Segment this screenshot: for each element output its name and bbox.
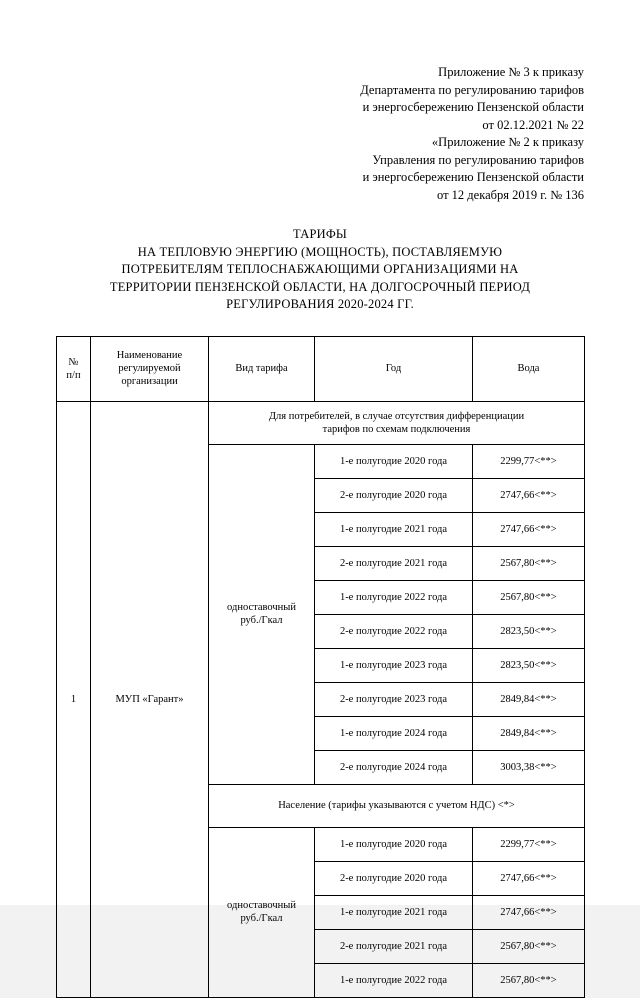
year-cell: 2-е полугодие 2024 года [315, 750, 473, 784]
title-line-3: ПОТРЕБИТЕЛЯМ ТЕПЛОСНАБЖАЮЩИМИ ОРГАНИЗАЦИЯМИ НА [121, 262, 519, 276]
tariffs-table [56, 336, 585, 998]
header-line-4: от 02.12.2021 № 22 [482, 117, 584, 132]
year-cell: 1-е полугодие 2021 года [315, 512, 473, 546]
year-cell: 1-е полугодие 2022 года [315, 580, 473, 614]
section-note-1 [209, 401, 585, 444]
year-cell: 1-е полугодие 2022 года [315, 963, 473, 997]
column-header-organization-line1: Наименование [116, 350, 183, 361]
water-value-cell: 2747,66<**> [473, 895, 585, 929]
water-value-cell: 2299,77<**> [473, 444, 585, 478]
year-cell: 2-е полугодие 2020 года [315, 478, 473, 512]
tariff-type-cell-1-line1: одноставочный [227, 602, 296, 613]
column-header-organization [91, 336, 209, 401]
document-title [56, 226, 584, 314]
title-line-2: НА ТЕПЛОВУЮ ЭНЕРГИЮ (МОЩНОСТЬ), ПОСТАВЛЯЕМУЮ [137, 244, 503, 259]
water-value-cell: 2567,80<**> [473, 929, 585, 963]
water-value-cell: 2567,80<**> [473, 546, 585, 580]
column-header-water: Вода [473, 336, 585, 401]
section-note-1-line1: Для потребителей, в случае отсутствия дифференциации [268, 410, 525, 422]
section-note-2 [209, 784, 585, 827]
year-cell: 2-е полугодие 2023 года [315, 682, 473, 716]
title-line-5: РЕГУЛИРОВАНИЯ 2020-2024 ГГ. [226, 297, 414, 311]
table-header-row [57, 336, 585, 401]
header-line-3: и энергосбережению Пензенской области [362, 100, 584, 114]
water-value-cell: 2823,50<**> [473, 648, 585, 682]
water-value-cell: 2299,77<**> [473, 827, 585, 861]
row-number-cell: 1 [57, 401, 91, 997]
header-line-7: и энергосбережению Пензенской области [362, 170, 584, 184]
column-header-number-line1: № [68, 356, 79, 368]
column-header-number [57, 336, 91, 401]
header-line-8: от 12 декабря 2019 г. № 136 [436, 187, 584, 202]
column-header-number-line2: п/п [66, 369, 81, 381]
year-cell: 1-е полугодие 2021 года [315, 895, 473, 929]
water-value-cell: 2823,50<**> [473, 614, 585, 648]
column-header-tariff-type: Вид тарифа [209, 336, 315, 401]
column-header-year: Год [315, 336, 473, 401]
year-cell: 2-е полугодие 2021 года [315, 546, 473, 580]
year-cell: 2-е полугодие 2021 года [315, 929, 473, 963]
title-line-1: ТАРИФЫ [293, 227, 347, 241]
year-cell: 1-е полугодие 2020 года [315, 827, 473, 861]
header-line-6: Управления по регулированию тарифов [372, 152, 584, 167]
tariff-type-cell-1-line2: руб./Гкал [240, 615, 283, 626]
water-value-cell: 2747,66<**> [473, 478, 585, 512]
water-value-cell: 2747,66<**> [473, 512, 585, 546]
tariff-type-cell-1 [209, 444, 315, 784]
section-note-2-line1: Население (тарифы указываются с учетом НДС) <*> [278, 800, 515, 811]
tariff-type-cell-2-line1: одноставочный [227, 900, 296, 911]
header-line-1: Приложение № 3 к приказу [438, 65, 584, 79]
year-cell: 1-е полугодие 2023 года [315, 648, 473, 682]
column-header-organization-line3: организации [121, 376, 178, 387]
tariff-type-cell-2 [209, 827, 315, 997]
tariff-type-cell-2-line2: руб./Гкал [240, 913, 283, 924]
year-cell: 2-е полугодие 2020 года [315, 861, 473, 895]
document-header [56, 64, 584, 204]
title-line-4: ТЕРРИТОРИИ ПЕНЗЕНСКОЙ ОБЛАСТИ, НА ДОЛГОСРОЧНЫЙ ПЕРИОД [109, 279, 531, 294]
table-row [57, 401, 585, 444]
water-value-cell: 2567,80<**> [473, 963, 585, 997]
water-value-cell: 3003,38<**> [473, 750, 585, 784]
column-header-organization-line2: регулируемой [118, 363, 181, 374]
organization-cell: МУП «Гарант» [91, 401, 209, 997]
header-line-2: Департамента по регулированию тарифов [360, 82, 584, 97]
year-cell: 2-е полугодие 2022 года [315, 614, 473, 648]
water-value-cell: 2849,84<**> [473, 716, 585, 750]
water-value-cell: 2747,66<**> [473, 861, 585, 895]
year-cell: 1-е полугодие 2020 года [315, 444, 473, 478]
water-value-cell: 2849,84<**> [473, 682, 585, 716]
header-line-5: «Приложение № 2 к приказу [431, 135, 584, 149]
year-cell: 1-е полугодие 2024 года [315, 716, 473, 750]
water-value-cell: 2567,80<**> [473, 580, 585, 614]
section-note-1-line2: тарифов по схемам подключения [322, 423, 471, 435]
